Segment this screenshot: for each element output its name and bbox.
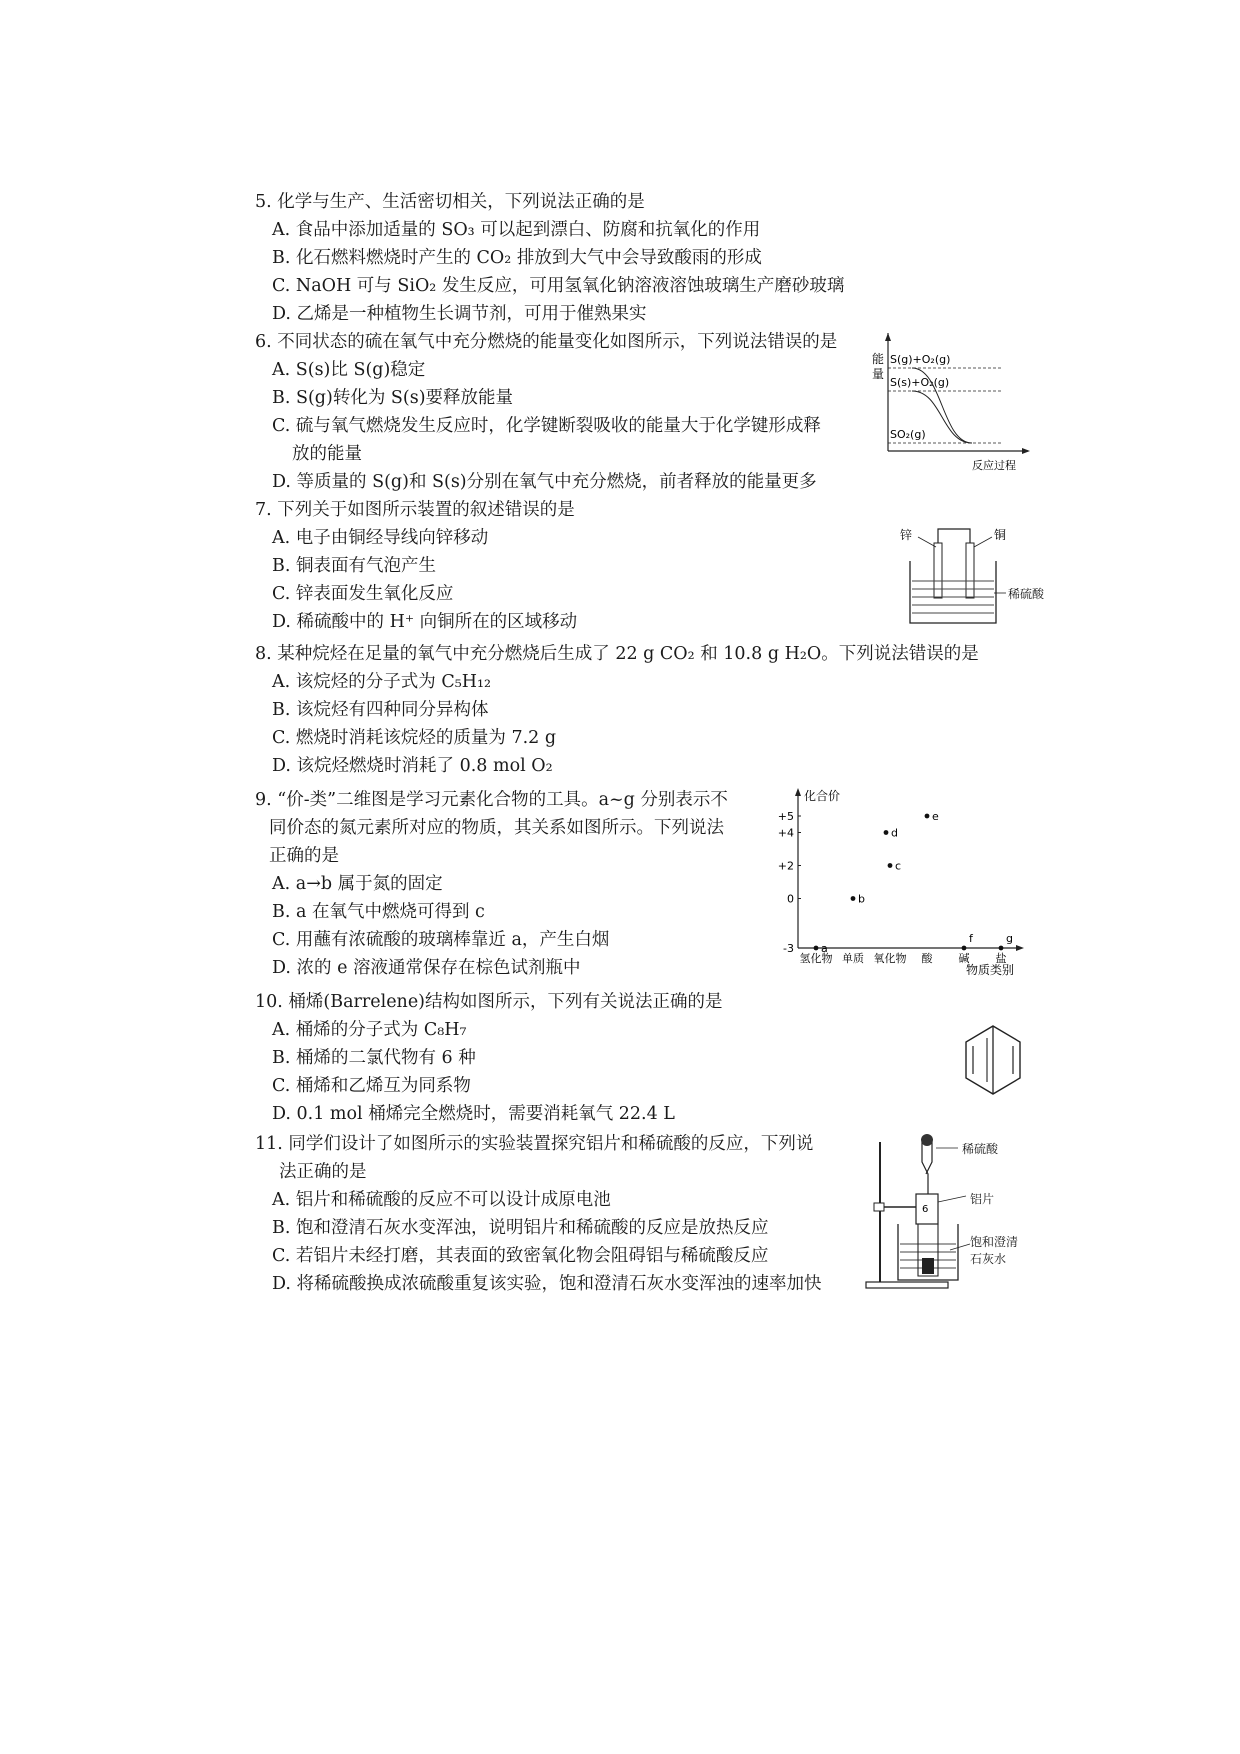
point-label-f: f [969,932,973,945]
option-b: B. 铜表面有气泡产生 [272,556,436,576]
energy-x-label: 反应过程 [972,459,1016,472]
point-e [925,814,930,819]
x-axis-label: 物质类别 [966,963,1015,977]
option-b: B. 化石燃料燃烧时产生的 CO₂ 排放到大气中会导致酸雨的形成 [272,248,762,268]
point-label-c: c [895,859,902,873]
question-stem-line-2: 同价态的氮元素所对应的物质，其关系如图所示。下列说法 [269,818,724,838]
y-axis-label: 化合价 [804,789,841,803]
limewater-label-1: 饱和澄清 [970,1235,1019,1249]
option-d: D. 该烷烃燃烧时消耗了 0.8 mol O₂ [272,756,553,776]
point-g [999,946,1004,951]
option-b: B. S(g)转化为 S(s)要释放能量 [272,388,514,408]
question-10 [255,988,723,1128]
option-c: C. 锌表面发生氧化反应 [272,584,454,604]
option-a: A. 食品中添加适量的 SO₃ 可以起到漂白、防腐和抗氧化的作用 [272,220,761,240]
question-stem-line-1: 9. “价-类”二维图是学习元素化合物的工具。a~g 分别表示不 [255,790,728,810]
option-b: B. 桶烯的二氯代物有 6 种 [272,1048,476,1068]
valence-class-chart [770,788,1025,978]
x-tick-label: 氧化物 [873,952,907,965]
energy-level-bottom: SO₂(g) [890,428,926,441]
x-tick-label: 酸 [921,952,933,965]
option-b: B. 该烷烃有四种同分异构体 [272,700,489,720]
x-tick-label: 碱 [958,952,970,965]
dilute-acid-label: 稀硫酸 [962,1142,999,1156]
option-c: C. 燃烧时消耗该烷烃的质量为 7.2 g [272,728,557,748]
y-tick-label: -3 [783,942,794,955]
option-c-continued: 放的能量 [292,444,362,464]
option-a: A. 电子由铜经导线向锌移动 [272,528,489,548]
option-a: A. 铝片和稀硫酸的反应不可以设计成原电池 [272,1190,611,1210]
question-stem: 6. 不同状态的硫在氧气中充分燃烧的能量变化如图所示，下列说法错误的是 [255,332,838,352]
limewater-label-2: 石灰水 [970,1252,1007,1266]
point-label-e: e [932,810,939,823]
y-tick-label: +5 [777,810,794,823]
point-label-g: g [1006,932,1013,945]
option-c: C. 若铝片未经打磨，其表面的致密氧化物会阻碍铝与稀硫酸反应 [272,1246,769,1266]
x-tick-label: 盐 [995,952,1007,965]
option-a: A. 该烷烃的分子式为 C₅H₁₂ [272,672,492,692]
question-6 [255,328,837,496]
energy-level-top: S(g)+O₂(g) [890,353,951,366]
option-b: B. 饱和澄清石灰水变浑浊，说明铝片和稀硫酸的反应是放热反应 [272,1218,769,1238]
question-stem: 7. 下列关于如图所示装置的叙述错误的是 [255,500,575,520]
option-a: A. a→b 属于氮的固定 [272,874,443,894]
question-8 [255,640,979,780]
option-d: D. 浓的 e 溶液通常保存在棕色试剂瓶中 [272,958,581,978]
point-c [888,863,893,868]
question-11 [255,1130,822,1298]
point-label-a: a [821,942,828,955]
galvanic-cell-diagram [888,525,1013,630]
option-a: A. S(s)比 S(g)稳定 [272,360,426,380]
copper-label: 铜 [994,528,1007,542]
option-d: D. 等质量的 S(g)和 S(s)分别在氧气中充分燃烧，前者释放的能量更多 [272,472,817,492]
option-c: C. NaOH 可与 SiO₂ 发生反应，可用氢氧化钠溶液溶蚀玻璃生产磨砂玻璃 [272,276,845,296]
question-stem: 8. 某种烷烃在足量的氧气中充分燃烧后生成了 22 g CO₂ 和 10.8 g H₂O。下列说法错误的是 [255,644,979,664]
question-stem: 10. 桶烯(Barrelene)结构如图所示，下列有关说法正确的是 [255,992,723,1012]
question-9 [255,786,728,982]
point-label-b: b [858,892,865,906]
option-b: B. a 在氧气中燃烧可得到 c [272,902,485,922]
barrelene-structure [960,1022,1026,1098]
option-c: C. 桶烯和乙烯互为同系物 [272,1076,471,1096]
aluminum-label: 铝片 [970,1192,995,1206]
zinc-label: 锌 [900,528,913,542]
point-f [962,946,967,951]
question-stem-line-1: 11. 同学们设计了如图所示的实验装置探究铝片和稀硫酸的反应，下列说 [255,1134,814,1154]
question-5 [255,188,844,328]
x-tick-label: 氢化物 [799,952,833,965]
question-7 [255,496,577,636]
sulfuric-acid-label: 稀硫酸 [1008,587,1045,601]
point-d [884,830,889,835]
question-stem: 5. 化学与生产、生活密切相关，下列说法正确的是 [255,192,645,212]
question-stem-line-3: 正确的是 [269,846,339,866]
option-c: C. 硫与氧气燃烧发生反应时，化学键断裂吸收的能量大于化学键形成释 [272,416,821,436]
y-tick-label: +4 [777,826,794,840]
y-tick-label: +2 [777,859,794,873]
option-d: D. 乙烯是一种植物生长调节剂，可用于催熟果实 [272,304,647,324]
energy-diagram [872,333,1032,473]
option-d: D. 0.1 mol 桶烯完全燃烧时，需要消耗氧气 22.4 L [272,1104,675,1124]
x-axis-arrow [1016,945,1024,951]
energy-axis-label-1: 能 [872,352,885,366]
option-d: D. 将稀硫酸换成浓硫酸重复该实验，饱和澄清石灰水变浑浊的速率加快 [272,1274,822,1294]
point-a [814,946,819,951]
y-axis-arrow [795,788,801,796]
option-d: D. 稀硫酸中的 H⁺ 向铜所在的区域移动 [272,612,578,632]
question-stem-line-2: 法正确的是 [279,1162,367,1182]
option-a: A. 桶烯的分子式为 C₈H₇ [272,1020,467,1040]
point-b [851,896,856,901]
y-tick-label: 0 [787,892,794,906]
x-tick-label: 单质 [842,952,864,965]
energy-axis-label-2: 量 [872,367,885,381]
svg-text:6: 6 [922,1204,929,1215]
point-label-d: d [891,826,898,840]
energy-level-mid: S(s)+O₂(g) [890,376,950,389]
option-c: C. 用蘸有浓硫酸的玻璃棒靠近 a，产生白烟 [272,930,610,950]
